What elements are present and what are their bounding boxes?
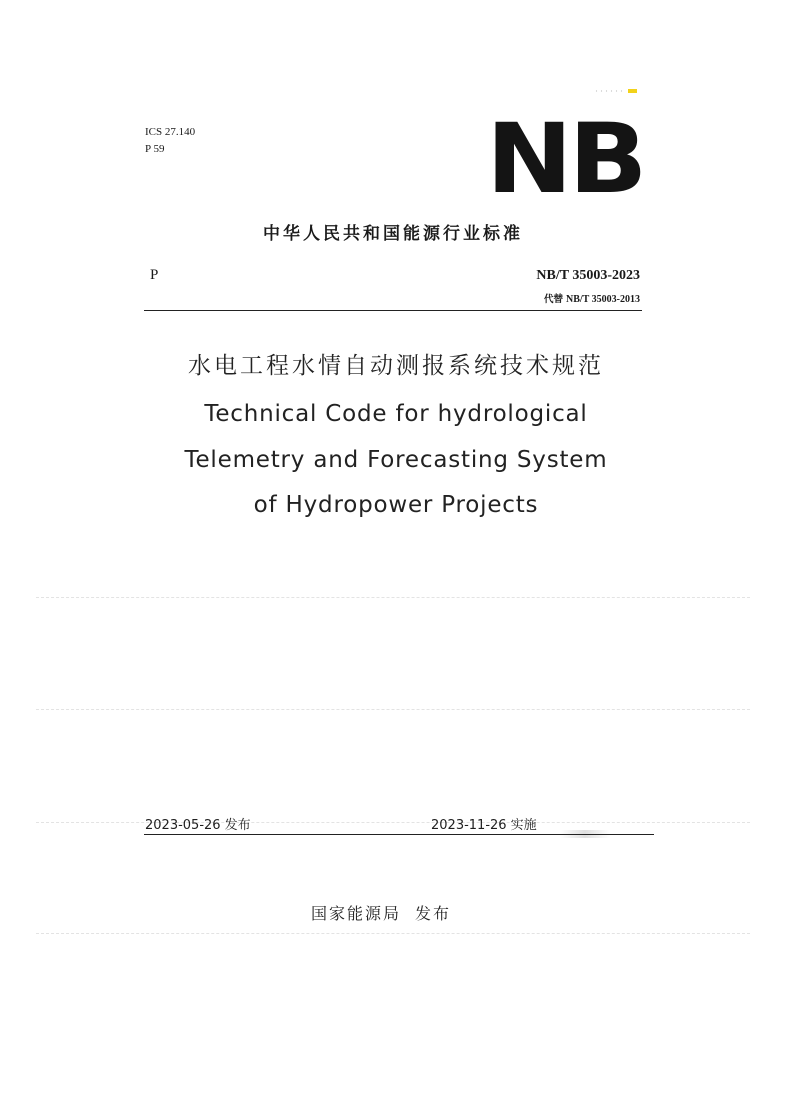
english-title-line-3: of Hydropower Projects bbox=[253, 492, 539, 518]
english-title-line-2: Telemetry and Forecasting System bbox=[184, 447, 608, 473]
classification-letter: P bbox=[150, 267, 159, 283]
faint-dashed-line bbox=[36, 822, 750, 823]
replaces-number: NB/T 35003-2013 bbox=[566, 294, 640, 305]
english-title-line-1: Technical Code for hydrological bbox=[204, 401, 588, 427]
publish-date: 2023-05-26 发布 bbox=[145, 818, 251, 833]
replaces-line bbox=[544, 291, 640, 305]
issuer-action: 发布 bbox=[415, 904, 452, 923]
chinese-title: 水电工程水情自动测报系统技术规范 bbox=[188, 353, 604, 379]
implement-date: 2023-11-26 实施 bbox=[431, 818, 537, 833]
issuer-line bbox=[311, 901, 451, 924]
decorative-dots bbox=[594, 90, 626, 92]
standard-number: NB/T 35003-2023 bbox=[536, 268, 640, 283]
nb-logo: NB bbox=[486, 103, 644, 215]
ics-block bbox=[145, 124, 195, 158]
replaces-label: 代替 bbox=[543, 294, 563, 305]
org-title-text: 中华人民共和国能源行业标准 bbox=[263, 224, 523, 244]
bottom-divider bbox=[144, 834, 654, 835]
faint-dashed-line bbox=[36, 933, 750, 934]
faint-dashed-line bbox=[36, 709, 750, 710]
top-divider bbox=[144, 310, 642, 311]
issuer-name: 国家能源局 bbox=[311, 904, 402, 923]
ics-code: ICS 27.140 bbox=[145, 126, 196, 138]
classification-code: P 59 bbox=[145, 143, 165, 155]
yellow-highlight-mark bbox=[628, 89, 637, 93]
org-title bbox=[0, 219, 792, 244]
faint-dashed-line bbox=[36, 597, 750, 598]
